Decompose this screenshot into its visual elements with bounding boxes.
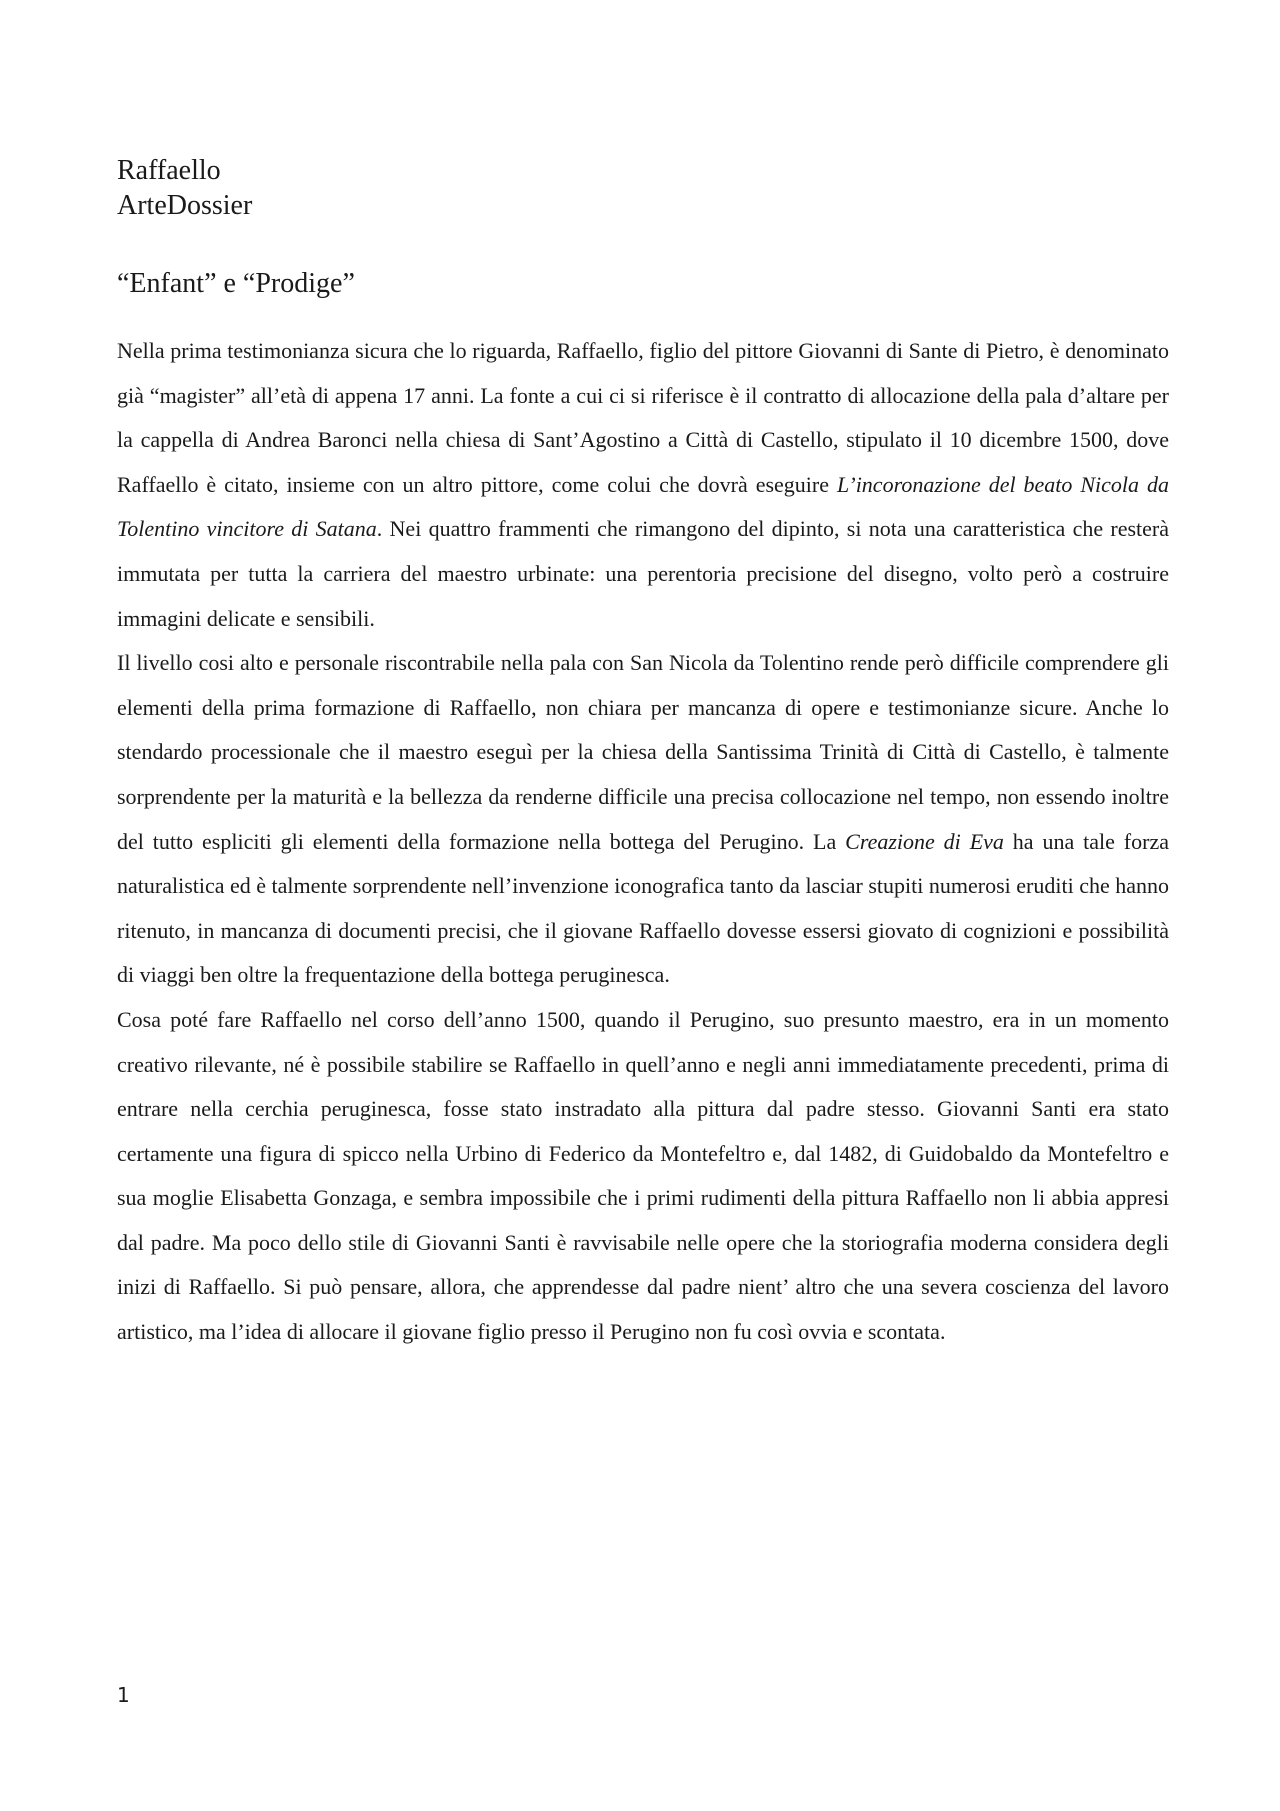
artwork-title: L’incoronazione del beato Nicola da Tolentino vincitore di Satana [117,471,1169,542]
paragraph-text: Nella prima testimonianza sicura che lo riguarda, Raffaello, figlio del pittore Giovanni di Sante di Pietro, è denominato già “magister” all’età di appena 17 anni. La fonte a cui ci si riferisce è il contratto di allocazione della pala d’altare per la cappella di Andrea Baronci nella chiesa di Sant’Agostino a Città di Castello, stipulato il 10 dicembre 1500, dove Raffaello è citato, insieme con un altro pittore, come colui che dovrà eseguire [117,338,1169,497]
paragraph-text: Cosa poté fare Raffaello nel corso dell’anno 1500, quando il Perugino, suo presunto maestro, era in un momento creativo rilevante, né è possibile stabilire se Raffaello in quell’anno e negli anni immediatamente precedenti, prima di entrare nella cerchia peruginesca, fosse stato instradato alla pittura dal padre stesso. Giovanni Santi era stato certamente una figura di spicco nella Urbino di Federico da Montefeltro e, dal 1482, di Guidobaldo da Montefeltro e sua moglie Elisabetta Gonzaga, e sembra impossibile che i primi rudimenti della pittura Raffaello non li abbia appresi dal padre. Ma poco dello stile di Giovanni Santi è ravvisabile nelle opere che la storiografia moderna considera degli inizi di Raffaello. Si può pensare, allora, che apprendesse dal padre nient’ altro che una severa coscienza del lavoro artistico, ma l’idea di allocare il giovane figlio presso il Perugino non fu così ovvia e scontata. [117,1006,1169,1345]
chapter-title: “Enfant” e “Prodige” [117,268,355,299]
artwork-title: Creazione di Eva [845,828,1004,854]
body-text [117,329,1169,1355]
document-header [117,153,252,223]
header-title: Raffaello [117,155,221,186]
paragraph [117,329,1169,641]
paragraph [117,641,1169,998]
page-number: 1 [117,1683,130,1707]
paragraph-text: ha una tale forza naturalistica ed è talmente sorprendente nell’invenzione iconografica tanto da lasciar stupiti numerosi eruditi che hanno ritenuto, in mancanza di documenti precisi, che il giovane Raffaello dovesse essersi giovato di cognizioni e possibilità di viaggi ben oltre la frequentazione della bottega peruginesca. [117,828,1169,988]
paragraph-text: Il livello cosi alto e personale riscontrabile nella pala con San Nicola da Tolentino rende però difficile comprendere gli elementi della prima formazione di Raffaello, non chiara per mancanza di opere e testimonianze sicure. Anche lo stendardo processionale che il maestro eseguì per la chiesa della Santissima Trinità di Città di Castello, è talmente sorprendente per la maturità e la bellezza da renderne difficile una precisa collocazione nel tempo, non essendo inoltre del tutto espliciti gli elementi della formazione nella bottega del Perugino. La [117,650,1169,854]
paragraph [117,998,1169,1355]
header-subtitle: ArteDossier [117,190,253,221]
paragraph-text: . Nei quattro frammenti che rimangono del dipinto, si nota una caratteristica che resterà immutata per tutta la carriera del maestro urbinate: una perentoria precisione del disegno, volto però a costruire immagini delicate e sensibili. [117,516,1169,631]
